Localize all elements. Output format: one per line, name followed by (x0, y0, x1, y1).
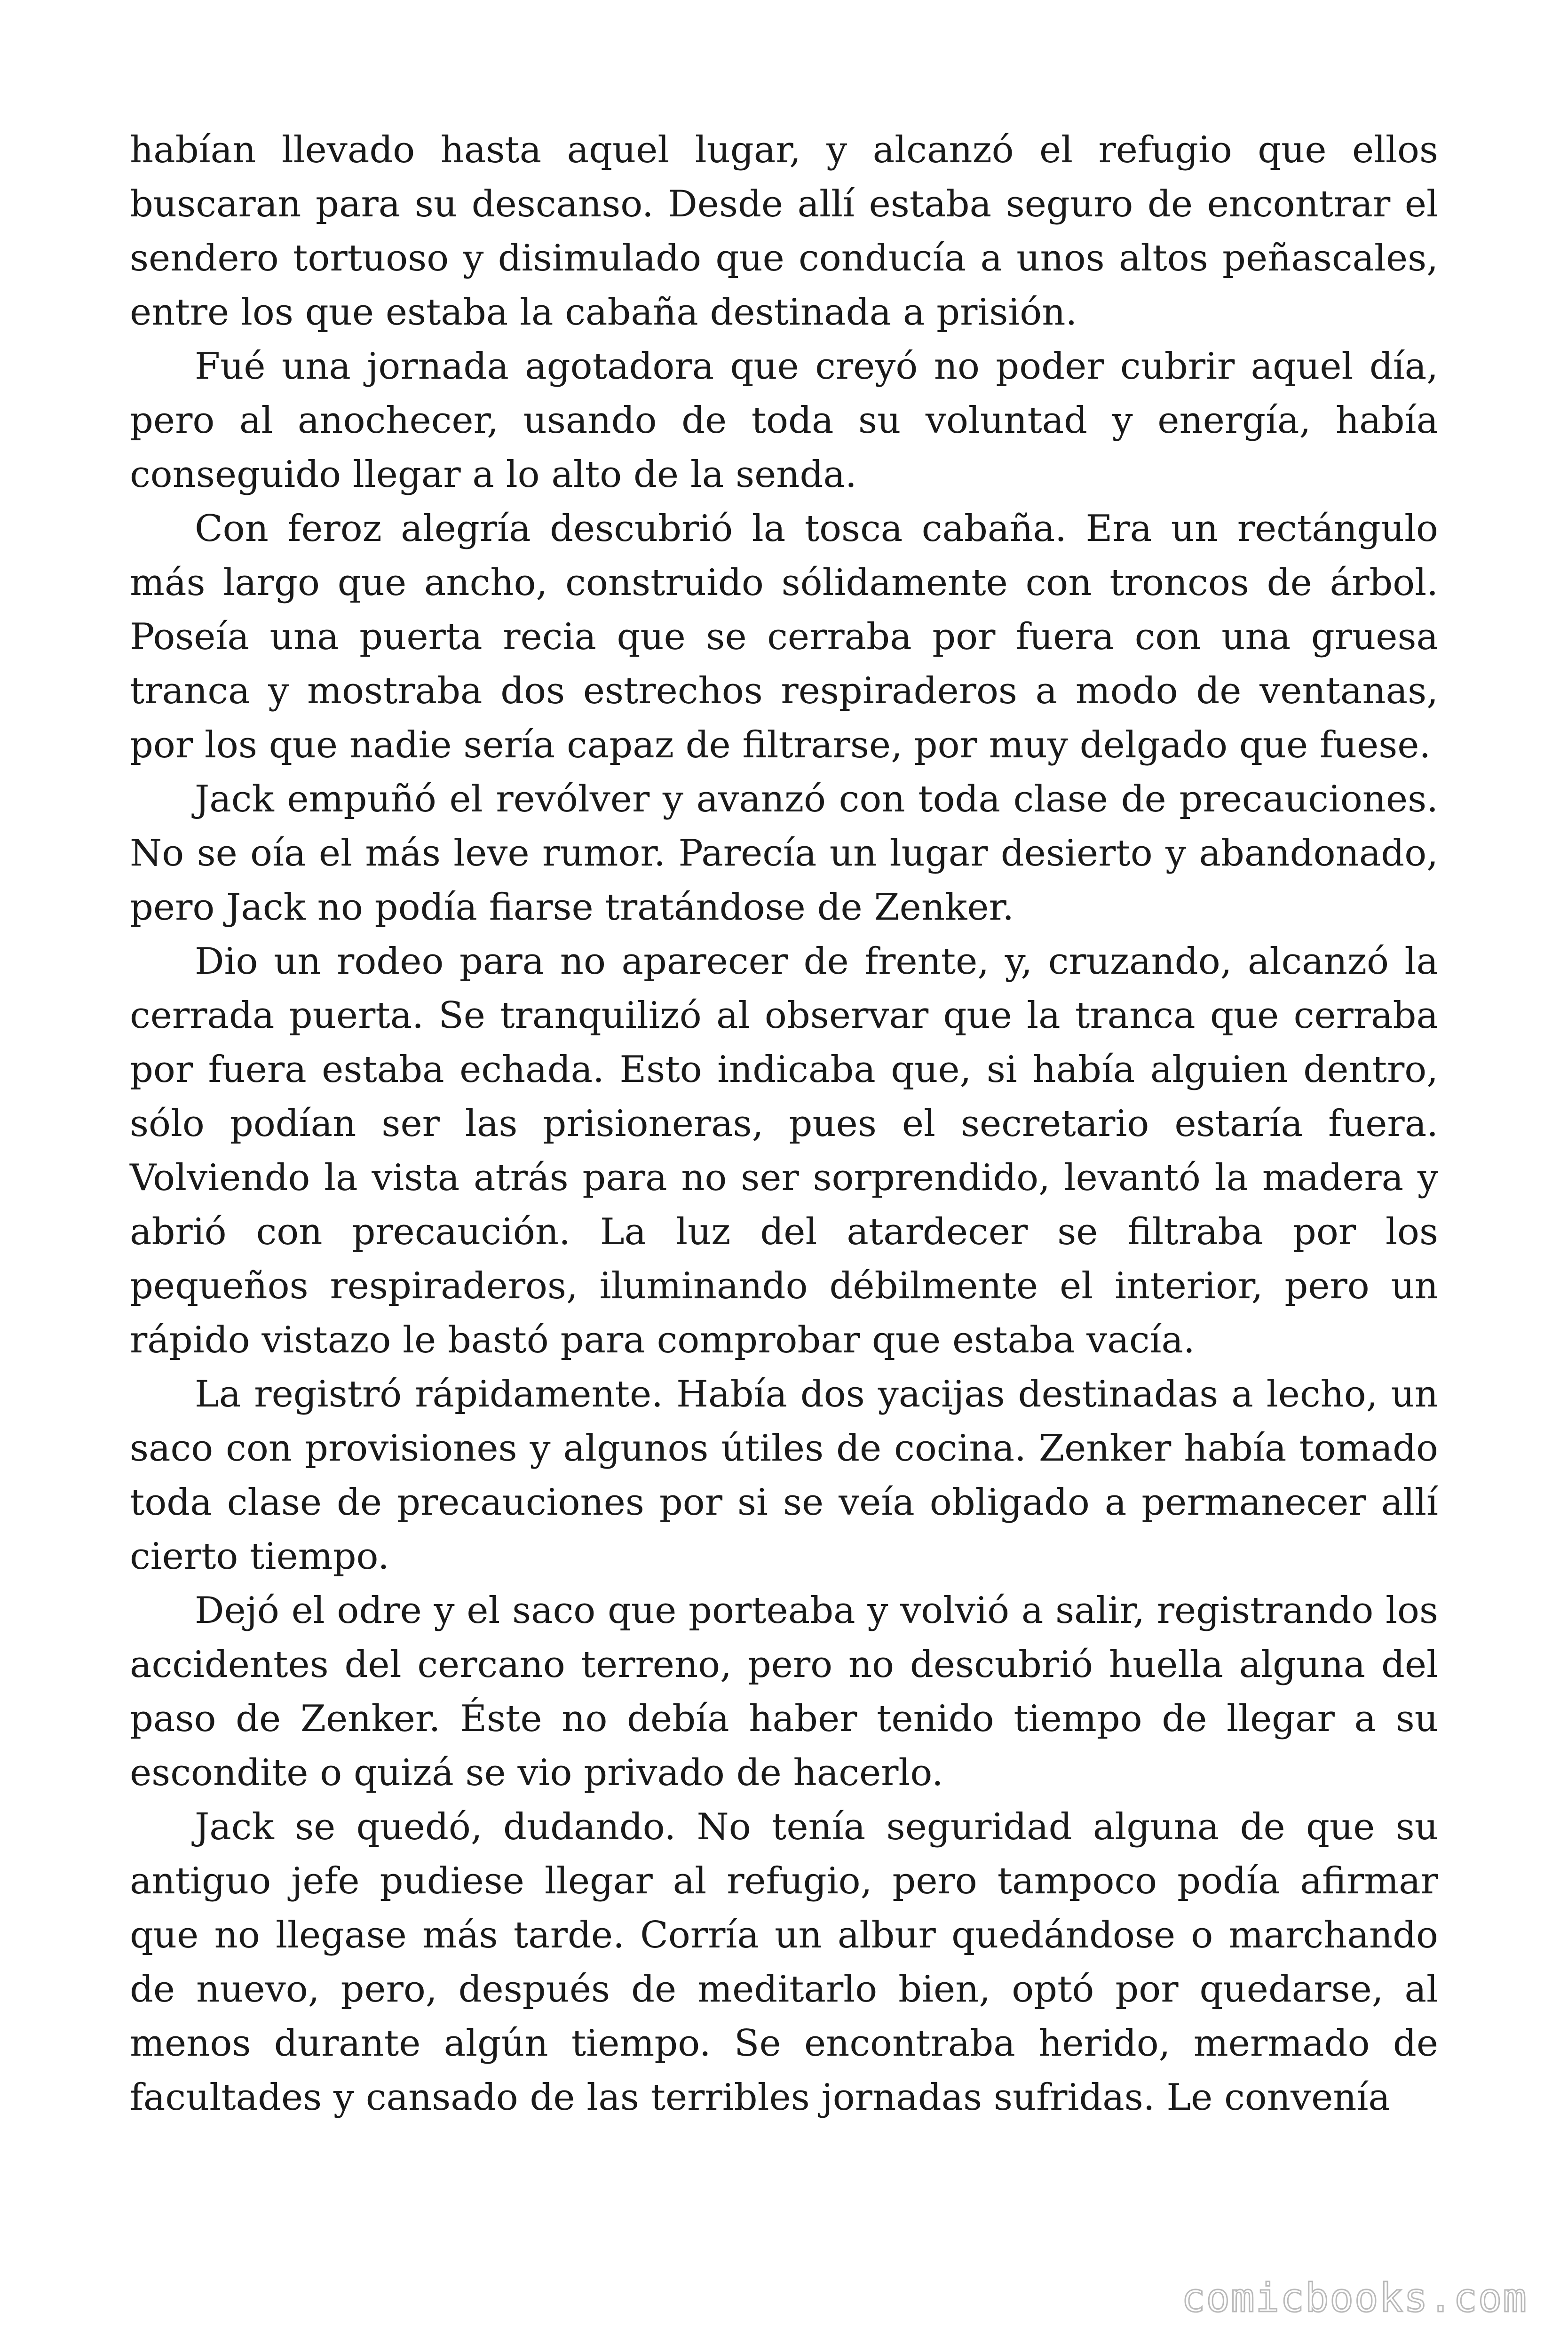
paragraph-7: Dejó el odre y el saco que porteaba y volvió a salir, registrando los accidentes del cercano terreno, pero no descubrió huella alguna del paso de Zenker. Éste no debía haber tenido tiempo de llegar a su escondite o quizá se vio privado de hacerlo. (130, 1589, 1438, 1794)
watermark: comicbooks.com (1181, 2275, 1528, 2321)
paragraph-2: Fué una jornada agotadora que creyó no poder cubrir aquel día, pero al anochecer, usando de toda su voluntad y energía, había conseguido llegar a lo alto de la senda. (130, 345, 1438, 496)
paragraph-1: habían llevado hasta aquel lugar, y alcanzó el refugio que ellos buscaran para su descanso. Desde allí estaba seguro de encontrar el sendero tortuoso y disimulado que conducía a unos altos peñascales, entre los que estaba la cabaña destinada a prisión. (130, 129, 1438, 334)
paragraph-4: Jack empuñó el revólver y avanzó con toda clase de precauciones. No se oía el más leve rumor. Parecía un lugar desierto y abandonado, pero Jack no podía fiarse tratándose de Zenker. (130, 778, 1438, 929)
paragraph-3: Con feroz alegría descubrió la tosca cabaña. Era un rectángulo más largo que ancho, construido sólidamente con troncos de árbol. Poseía una puerta recia que se cerraba por fuera con una gruesa tranca y mostraba dos estrechos respiraderos a modo de ventanas, por los que nadie sería capaz de filtrarse, por muy delgado que fuese. (130, 508, 1438, 766)
paragraph-5: Dio un rodeo para no aparecer de frente, y, cruzando, alcanzó la cerrada puerta. Se tranquilizó al observar que la tranca que cerraba por fuera estaba echada. Esto indicaba que, si había alguien dentro, sólo podían ser las prisioneras, pues el secretario estaría fuera. Volviendo la vista atrás para no ser sorprendido, levantó la madera y abrió con precaución. La luz del atardecer se filtraba por los pequeños respiraderos, iluminando débilmente el interior, pero un rápido vistazo le bastó para comprobar que estaba vacía. (130, 940, 1438, 1361)
page-body (130, 123, 1438, 2125)
paragraph-6: La registró rápidamente. Había dos yacijas destinadas a lecho, un saco con provisiones y algunos útiles de cocina. Zenker había tomado toda clase de precauciones por si se veía obligado a permanecer allí cierto tiempo. (130, 1373, 1438, 1578)
paragraph-8: Jack se quedó, dudando. No tenía seguridad alguna de que su antiguo jefe pudiese llegar al refugio, pero tampoco podía afirmar que no llegase más tarde. Corría un albur quedándose o marchando de nuevo, pero, después de meditarlo bien, optó por quedarse, al menos durante algún tiempo. Se encontraba herido, mermado de facultades y cansado de las terribles jornadas sufridas. Le convenía (130, 1806, 1438, 2119)
